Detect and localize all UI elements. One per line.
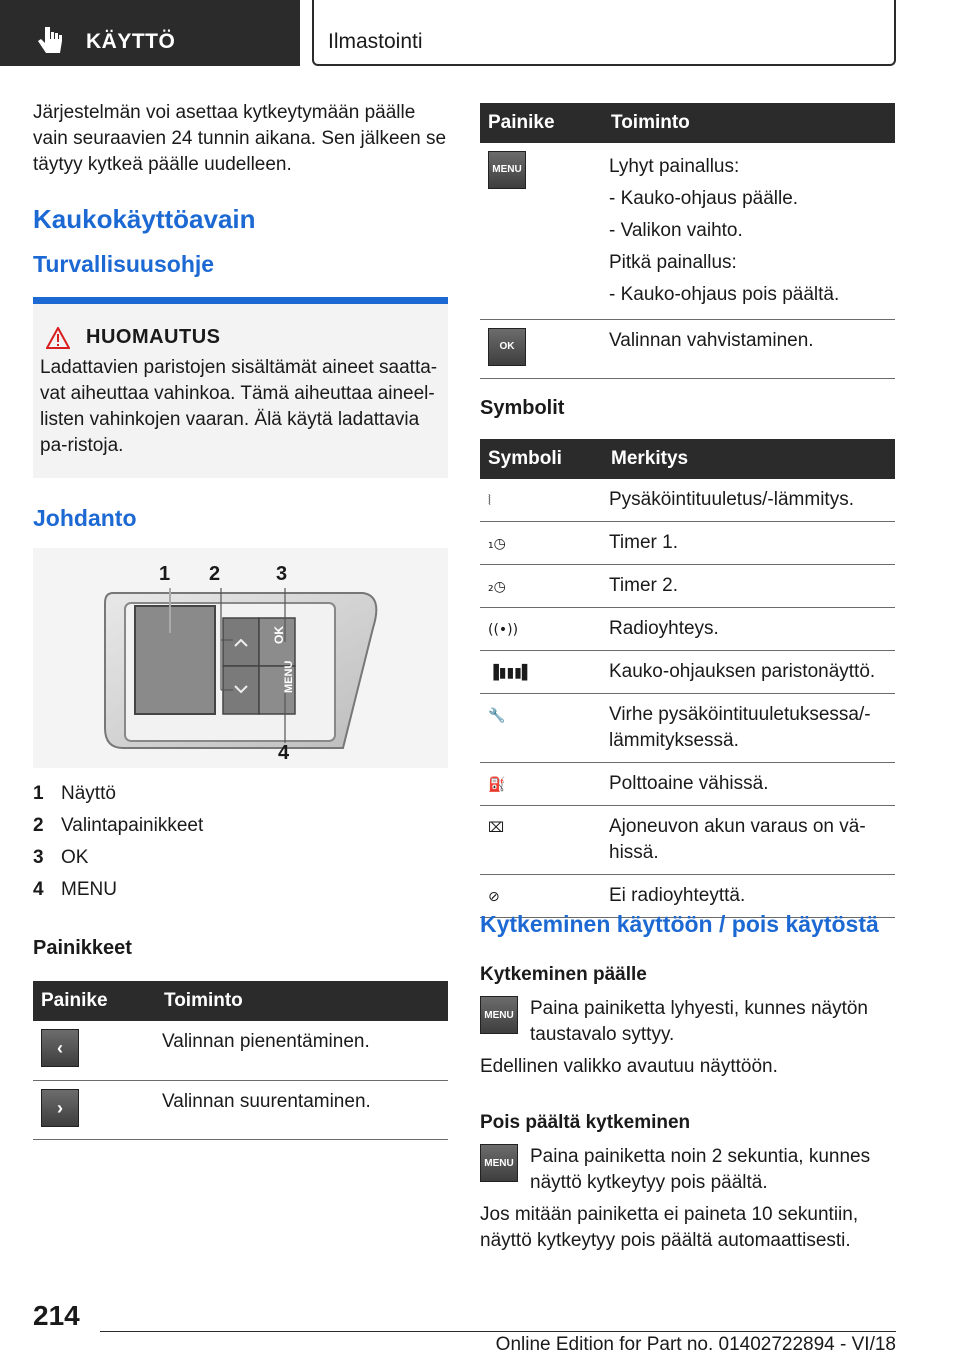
icon-cell xyxy=(480,806,603,875)
wrench-icon: 🔧 xyxy=(488,708,506,724)
warning-label: HUOMAUTUS xyxy=(86,326,221,348)
text-cell: Virhe pysäköintituuletuksessa/-lämmityksessä. xyxy=(603,694,895,763)
footer-divider xyxy=(100,1331,896,1332)
page-number: 214 xyxy=(33,1300,80,1331)
section-label: Ilmastointi xyxy=(328,30,423,53)
table-row xyxy=(33,1080,448,1139)
no-radio-icon: ⊘ xyxy=(488,889,500,905)
column-header: Toiminto xyxy=(156,981,448,1021)
left-column xyxy=(33,100,448,278)
text-cell xyxy=(603,143,895,320)
text-cell: Valinnan vahvistaminen. xyxy=(603,320,895,379)
table-row xyxy=(33,1021,448,1080)
onoff-section xyxy=(480,964,895,1254)
callout-2: 2 xyxy=(209,563,221,585)
on-text: Paina painiketta lyhyesti, kunnes näytön taustavalo syttyy. xyxy=(530,998,868,1045)
table-row xyxy=(480,806,895,875)
car-battery-icon: ⌧ xyxy=(488,820,505,836)
icon-cell xyxy=(480,320,603,379)
on-heading: Kytkeminen päälle xyxy=(480,964,647,985)
legend-number: 2 xyxy=(33,815,44,836)
icon-cell xyxy=(480,565,603,608)
arrow-left-icon: ‹ xyxy=(41,1029,79,1067)
warning-box xyxy=(33,297,448,478)
column-header: Painike xyxy=(33,981,156,1021)
svg-text:MENU: MENU xyxy=(283,660,295,693)
menu-button-icon: MENU xyxy=(488,151,526,189)
radio-icon: ((•)) xyxy=(488,622,519,638)
battery-icon: ▐▮▮▮▌ xyxy=(488,665,533,681)
legend-label: OK xyxy=(61,847,89,868)
callout-4: 4 xyxy=(278,742,290,764)
table-row xyxy=(480,651,895,694)
table-row xyxy=(480,694,895,763)
function-line: - Valikon vaihto. xyxy=(609,220,743,241)
off-after-text: Jos mitään painiketta ei paineta 10 sekuntiin, näyttö kytkeytyy pois päältä automaattisesti. xyxy=(480,1204,859,1251)
timer-2-icon: ₂◷ xyxy=(488,579,506,595)
text-cell: Polttoaine vähissä. xyxy=(603,763,895,806)
legend-label: MENU xyxy=(61,879,117,900)
icon-cell xyxy=(480,479,603,522)
arrow-right-icon: › xyxy=(41,1089,79,1127)
chapter-tab xyxy=(0,0,300,66)
legend-number: 3 xyxy=(33,847,44,868)
legend-number: 1 xyxy=(33,783,44,804)
on-instruction xyxy=(480,996,895,1048)
text-cell: Ajoneuvon akun varaus on vä-hissä. xyxy=(603,806,895,875)
parking-heat-icon: ⦚ xyxy=(488,493,491,509)
table-row xyxy=(480,522,895,565)
warning-triangle-icon xyxy=(46,327,70,349)
icon-cell xyxy=(480,608,603,651)
table-header-row xyxy=(33,981,448,1021)
column-header: Toiminto xyxy=(603,103,895,143)
icon-cell xyxy=(33,1021,156,1080)
text-cell: Timer 2. xyxy=(603,565,895,608)
intro-heading: Johdanto xyxy=(33,505,137,531)
hand-pointer-icon xyxy=(34,25,66,57)
safety-heading: Turvallisuusohje xyxy=(33,251,215,277)
table-row xyxy=(480,763,895,806)
legend-label: Valintapainikkeet xyxy=(61,815,204,836)
symbols-heading: Symbolit xyxy=(480,397,565,419)
text-cell: Radioyhteys. xyxy=(603,608,895,651)
legend-label: Näyttö xyxy=(61,783,116,804)
callout-1: 1 xyxy=(159,563,171,585)
off-heading: Pois päältä kytkeminen xyxy=(480,1112,691,1133)
footer-edition: Online Edition for Part no. 01402722894 - VI/18 xyxy=(495,1334,896,1355)
function-line: - Kauko-ohjaus päälle. xyxy=(609,188,799,209)
table-header-row xyxy=(480,439,895,479)
function-line: Lyhyt painallus: xyxy=(609,156,740,177)
off-text: Paina painiketta noin 2 sekuntia, kunnes näyttö kytkeytyy pois päältä. xyxy=(530,1146,871,1193)
button-functions-table xyxy=(480,103,895,379)
table-row xyxy=(480,479,895,522)
table-header-row xyxy=(480,103,895,143)
chapter-label: KÄYTTÖ xyxy=(86,30,176,53)
legend-item xyxy=(33,842,203,874)
function-line: Pitkä painallus: xyxy=(609,252,737,273)
legend-item xyxy=(33,810,203,842)
section-title: Kaukokäyttöavain xyxy=(33,204,256,234)
ok-button-icon: OK xyxy=(488,328,526,366)
icon-cell xyxy=(480,651,603,694)
column-header: Merkitys xyxy=(603,439,895,479)
remote-key-illustration xyxy=(33,548,448,768)
callout-3: 3 xyxy=(276,563,288,585)
remote-key-figure xyxy=(33,548,448,768)
icon-cell xyxy=(480,143,603,320)
legend-item xyxy=(33,874,203,906)
buttons-table xyxy=(33,981,448,1140)
menu-button-icon: MENU xyxy=(480,1144,518,1182)
text-cell: Valinnan pienentäminen. xyxy=(156,1021,448,1080)
svg-text:OK: OK xyxy=(272,626,286,644)
table-row xyxy=(480,608,895,651)
symbols-table xyxy=(480,439,895,918)
buttons-heading: Painikkeet xyxy=(33,937,132,959)
text-cell: Kauko-ohjauksen paristonäyttö. xyxy=(603,651,895,694)
text-cell: Valinnan suurentaminen. xyxy=(156,1080,448,1139)
onoff-heading: Kytkeminen käyttöön / pois käytöstä xyxy=(480,911,879,937)
legend-number: 4 xyxy=(33,879,44,900)
menu-button-icon: MENU xyxy=(480,996,518,1034)
warning-text: Ladattavien paristojen sisältämät aineet saatta-vat aiheuttaa vahinkoa. Tämä aiheuttaa aineel-listen vahinkojen vaaran. Älä käytä ladattavia pa-ristoja. xyxy=(40,357,438,456)
text-cell: Ei radioyhteyttä. xyxy=(603,875,895,918)
table-row xyxy=(480,320,895,379)
section-tab xyxy=(312,0,896,66)
intro-paragraph: Järjestelmän voi asettaa kytkeytymään päälle vain seuraavien 24 tunnin aikana. Sen jälkeen se täytyy kytkeä päälle uudelleen. xyxy=(33,102,447,175)
table-row xyxy=(480,565,895,608)
timer-1-icon: ₁◷ xyxy=(488,536,506,552)
icon-cell xyxy=(480,694,603,763)
icon-cell xyxy=(33,1080,156,1139)
page-header xyxy=(0,0,960,66)
legend-item xyxy=(33,778,203,810)
figure-legend xyxy=(33,778,203,906)
off-instruction xyxy=(480,1144,895,1196)
column-header: Painike xyxy=(480,103,603,143)
column-header: Symboli xyxy=(480,439,603,479)
icon-cell xyxy=(480,763,603,806)
function-line: - Kauko-ohjaus pois päältä. xyxy=(609,284,840,305)
fuel-icon: ⛽ xyxy=(488,777,506,793)
table-row xyxy=(480,143,895,320)
icon-cell xyxy=(480,522,603,565)
text-cell: Pysäköintituuletus/-lämmitys. xyxy=(603,479,895,522)
on-after-text: Edellinen valikko avautuu näyttöön. xyxy=(480,1056,778,1077)
text-cell: Timer 1. xyxy=(603,522,895,565)
warning-header xyxy=(46,326,440,349)
